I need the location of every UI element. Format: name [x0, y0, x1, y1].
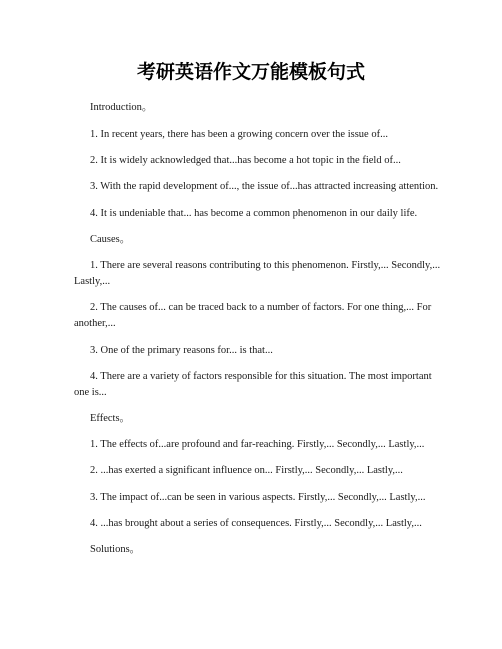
section-heading-causes: Causes。	[90, 234, 131, 245]
effects-item-2: 2. ...has exerted a significant influence on... Firstly,... Secondly,... Lastly,...	[90, 465, 403, 476]
causes-item-4-cont: one is...	[74, 387, 107, 398]
causes-item-2: 2. The causes of... can be traced back to a number of factors. For one thing,... For	[90, 302, 432, 313]
causes-item-4: 4. There are a variety of factors responsible for this situation. The most important	[90, 371, 432, 382]
effects-item-1: 1. The effects of...are profound and far-reaching. Firstly,... Secondly,... Lastly,...	[90, 439, 425, 450]
causes-item-1-cont: Lastly,...	[74, 276, 111, 287]
intro-item-1: 1. In recent years, there has been a growing concern over the issue of...	[90, 129, 388, 140]
intro-item-2: 2. It is widely acknowledged that...has become a hot topic in the field of...	[90, 155, 401, 166]
effects-item-3: 3. The impact of...can be seen in various aspects. Firstly,... Secondly,... Lastly,...	[90, 492, 426, 503]
section-heading-solutions: Solutions。	[90, 544, 141, 555]
section-heading-introduction: Introduction。	[90, 102, 153, 113]
effects-item-4: 4. ...has brought about a series of consequences. Firstly,... Secondly,... Lastly,...	[90, 518, 422, 529]
causes-item-1: 1. There are several reasons contributing to this phenomenon. Firstly,... Secondly,...	[90, 260, 441, 271]
document-title: 考研英语作文万能模板句式	[136, 61, 365, 83]
section-heading-effects: Effects。	[90, 413, 131, 424]
intro-item-4: 4. It is undeniable that... has become a common phenomenon in our daily life.	[90, 208, 418, 219]
causes-item-3: 3. One of the primary reasons for... is that...	[90, 345, 273, 356]
intro-item-3: 3. With the rapid development of..., the issue of...has attracted increasing attention.	[90, 181, 439, 192]
causes-item-2-cont: another,...	[74, 318, 116, 329]
